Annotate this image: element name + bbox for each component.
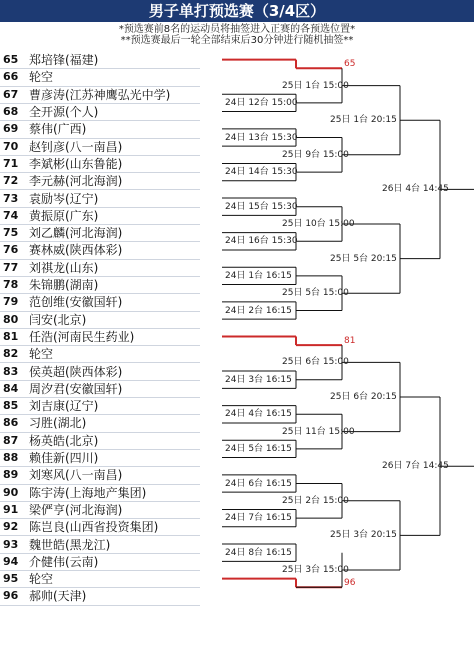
- round1-match-label: 24日 7台 16:15: [225, 513, 292, 524]
- seed-number: 93: [3, 537, 19, 551]
- seed-number: 90: [3, 485, 19, 499]
- player-name: 刘寒风(八一南昌): [29, 468, 123, 483]
- round1-match-label: 24日 14台 15:30: [225, 167, 298, 178]
- player-name: 习胜(湖北): [29, 416, 87, 431]
- seed-number: 79: [3, 295, 19, 309]
- round1-match-label: 24日 13台 15:30: [225, 132, 298, 143]
- seed-number: 66: [3, 70, 19, 84]
- player-name: 曹彦涛(江苏神鹰弘光中学): [29, 87, 171, 102]
- player-name: 侯英超(陕西体彩): [29, 364, 123, 379]
- seed-number: 85: [3, 399, 19, 413]
- round2-match-label: 25日 1台 15:00: [282, 80, 349, 91]
- player-name: 全开源(个人): [29, 105, 99, 120]
- seed-number: 95: [3, 572, 19, 586]
- round3-match-label: 25日 6台 20:15: [330, 392, 397, 402]
- seed-number: 86: [3, 416, 19, 430]
- seed-number: 91: [3, 502, 19, 516]
- round1-match-label: 24日 15台 15:30: [225, 201, 298, 212]
- round4-match-label: 26日 7台 14:45: [382, 461, 449, 472]
- player-name: 周汐君(安徽国轩): [29, 381, 123, 396]
- player-name: 袁励岑(辽宁): [29, 191, 99, 206]
- bye-winner-label: 96: [344, 578, 356, 589]
- round1-match-label: 24日 5台 16:15: [225, 443, 292, 454]
- player-name: 轮空: [29, 347, 54, 362]
- seed-number: 94: [3, 554, 19, 568]
- round2-match-label: 25日 10台 15:00: [282, 219, 355, 229]
- player-name: 范创维(安徽国轩): [29, 295, 123, 310]
- seed-number: 88: [3, 451, 19, 465]
- player-name: 轮空: [29, 70, 54, 85]
- seed-number: 83: [3, 364, 19, 378]
- player-name: 刘乙麟(河北海润): [29, 226, 123, 241]
- player-name: 魏世皓(黑龙江): [29, 537, 111, 552]
- player-name: 赵钊彦(八一南昌): [29, 139, 123, 154]
- seed-number: 73: [3, 191, 19, 205]
- round3-match-label: 25日 5台 20:15: [330, 253, 397, 264]
- round2-match-label: 25日 2台 15:00: [282, 495, 349, 506]
- player-name: 李元赫(河北海润): [29, 174, 123, 189]
- seed-number: 67: [3, 87, 19, 101]
- round1-match-label: 24日 16台 15:30: [225, 236, 298, 247]
- page-title: 男子单打预选赛（3/4区）: [0, 0, 474, 22]
- seed-number: 80: [3, 312, 19, 326]
- seed-number: 75: [3, 226, 19, 240]
- round2-match-label: 25日 6台 15:00: [282, 357, 349, 368]
- round1-match-label: 24日 8台 16:15: [225, 547, 292, 558]
- seed-number: 68: [3, 105, 19, 119]
- round2-match-label: 25日 11台 15:00: [282, 426, 355, 437]
- round2-match-label: 25日 5台 15:00: [282, 288, 349, 299]
- player-name: 朱锦鹏(湖南): [29, 278, 99, 293]
- seed-number: 65: [3, 53, 19, 67]
- seed-number: 81: [3, 329, 19, 343]
- round3-match-label: 25日 1台 20:15: [330, 115, 397, 126]
- player-name: 郑培锋(福建): [29, 53, 99, 68]
- player-name: 杨英皓(北京): [29, 433, 99, 448]
- player-name: 闫安(北京): [29, 312, 87, 327]
- round2-match-label: 25日 9台 15:00: [282, 149, 349, 160]
- seed-number: 96: [3, 589, 19, 603]
- round1-match-label: 24日 4台 16:15: [225, 409, 292, 420]
- seed-number: 70: [3, 139, 19, 153]
- seed-number: 71: [3, 156, 19, 170]
- round1-match-label: 24日 6台 16:15: [225, 478, 292, 489]
- seed-number: 72: [3, 174, 19, 188]
- round1-match-label: 24日 2台 16:15: [225, 305, 292, 316]
- round1-match-label: 24日 12台 15:00: [225, 97, 298, 108]
- player-name: 赖佳新(四川): [29, 451, 99, 466]
- seed-number: 77: [3, 260, 19, 274]
- round3-match-label: 25日 3台 20:15: [330, 530, 397, 541]
- round1-match-label: 24日 1台 16:15: [225, 270, 292, 281]
- seed-number: 74: [3, 208, 19, 222]
- seed-number: 76: [3, 243, 19, 257]
- round1-match-label: 24日 3台 16:15: [225, 374, 292, 385]
- draw-note-2: **预选赛最后一轮全部结束后30分钟进行随机抽签**: [120, 35, 354, 46]
- round2-match-label: 25日 3台 15:00: [282, 565, 349, 575]
- player-name: 李斌彬(山东鲁能): [29, 156, 123, 171]
- player-name: 陈宇涛(上海地产集团): [29, 485, 147, 500]
- seed-number: 82: [3, 347, 19, 361]
- bye-winner-label: 81: [344, 336, 356, 347]
- seed-number: 78: [3, 278, 19, 292]
- player-name: 刘祺龙(山东): [29, 260, 99, 275]
- player-name: 陈岂良(山西省投资集团): [29, 520, 159, 535]
- player-name: 任浩(河南民生药业): [29, 329, 135, 344]
- round4-match-label: 26日 4台 14:45: [382, 184, 449, 195]
- player-name: 黄振原(广东): [29, 208, 99, 223]
- player-name: 轮空: [29, 572, 54, 587]
- player-name: 赛林威(陕西体彩): [29, 243, 123, 258]
- player-name: 刘吉康(辽宁): [29, 399, 99, 414]
- seed-number: 89: [3, 468, 19, 482]
- seed-number: 92: [3, 520, 19, 534]
- player-name: 介健伟(云南): [29, 554, 99, 569]
- player-name: 蔡伟(广西): [29, 122, 87, 137]
- player-name: 梁俨亨(河北海润): [29, 502, 123, 517]
- seed-number: 87: [3, 433, 19, 447]
- seed-number: 84: [3, 381, 19, 395]
- seed-number: 69: [3, 122, 19, 136]
- bye-winner-label: 65: [344, 59, 356, 70]
- player-name: 郝帅(天津): [29, 589, 87, 604]
- draw-note-1: *预选赛前8名的运动员将抽签进入正赛的各预选位置*: [118, 24, 356, 35]
